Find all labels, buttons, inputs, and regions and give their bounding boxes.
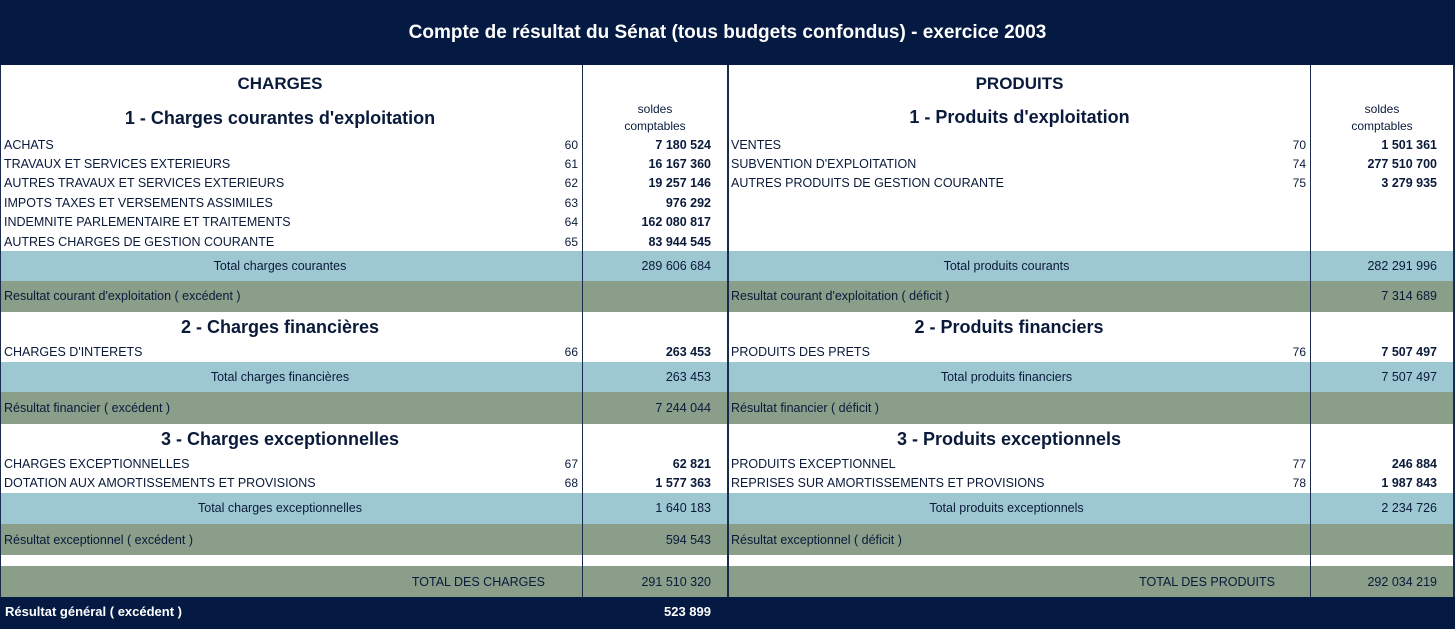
produits-row-code: 78	[1292, 476, 1306, 490]
charges-result-exceptionnel-value: 594 543	[665, 533, 711, 547]
produits-row-value: 7 507 497	[1381, 345, 1437, 359]
charges-section1-title: 1 - Charges courantes d'exploitation	[124, 108, 436, 128]
charges-section2-title: 2 - Charges financières	[180, 317, 380, 337]
produits-section2-title: 2 - Produits financiers	[914, 317, 1104, 337]
produits-row-value: 1 987 843	[1381, 476, 1437, 490]
charges-row-label: DOTATION AUX AMORTISSEMENTS ET PROVISIONS	[4, 476, 316, 490]
charges-row-code: 60	[564, 138, 578, 152]
charges-grand-total-label: TOTAL DES CHARGES	[411, 575, 545, 589]
charges-result-financier-label: Résultat financier ( excédent )	[4, 401, 171, 415]
charges-row-label: TRAVAUX ET SERVICES EXTERIEURS	[4, 157, 231, 171]
produits-result-exceptionnel-label: Résultat exceptionnel ( déficit )	[731, 533, 902, 547]
charges-header: CHARGES	[237, 74, 323, 93]
produits-total-financier-value: 7 507 497	[1381, 370, 1437, 384]
charges-row-label: AUTRES CHARGES DE GESTION COURANTE	[4, 235, 275, 249]
produits-result-financier-label: Résultat financier ( déficit )	[731, 401, 879, 415]
charges-total-financier-label: Total charges financières	[210, 370, 350, 384]
charges-row-code: 67	[564, 457, 578, 471]
charges-row-value: 976 292	[665, 196, 711, 210]
charges-row-code: 65	[564, 235, 578, 249]
produits-soldes-line2: comptables	[1351, 119, 1413, 133]
produits-row-code: 76	[1292, 345, 1306, 359]
charges-total-exceptionnel-label: Total charges exceptionnelles	[198, 501, 362, 515]
charges-row-code: 66	[564, 345, 578, 359]
charges-row-label: CHARGES EXCEPTIONNELLES	[4, 457, 190, 471]
charges-result-courant-label: Resultat courant d'exploitation ( excédent )	[4, 289, 241, 303]
charges-row-label: ACHATS	[4, 138, 54, 152]
produits-total-financier-label: Total produits financiers	[940, 370, 1073, 384]
charges-total-courant-label: Total charges courantes	[213, 259, 347, 273]
charges-total-exceptionnel-value: 1 640 183	[655, 501, 711, 515]
produits-row-label: REPRISES SUR AMORTISSEMENTS ET PROVISIONS	[731, 476, 1045, 490]
charges-soldes-line1: soldes	[637, 102, 673, 116]
charges-row-code: 61	[564, 157, 578, 171]
charges-row-value: 263 453	[665, 345, 711, 359]
charges-soldes-line2: comptables	[624, 119, 686, 133]
produits-grand-total-label: TOTAL DES PRODUITS	[1139, 575, 1275, 589]
general-result-value: 523 899	[664, 604, 711, 619]
produits-total-exceptionnel-value: 2 234 726	[1381, 501, 1437, 515]
produits-row-code: 75	[1292, 176, 1306, 190]
charges-result-exceptionnel-label: Résultat exceptionnel ( excédent )	[4, 533, 193, 547]
charges-row-value: 162 080 817	[641, 215, 711, 229]
produits-grand-total-value: 292 034 219	[1367, 575, 1437, 589]
produits-total-courant-label: Total produits courants	[943, 259, 1070, 273]
charges-result-financier-value: 7 244 044	[655, 401, 711, 415]
charges-total-financier-value: 263 453	[665, 370, 711, 384]
produits-row-label: VENTES	[731, 138, 782, 152]
page-title: Compte de résultat du Sénat (tous budgets confondus) - exercice 2003	[0, 0, 1455, 65]
charges-row-value: 83 944 545	[648, 235, 711, 249]
produits-total-exceptionnel-label: Total produits exceptionnels	[929, 501, 1084, 515]
general-result-bar	[0, 597, 1455, 629]
charges-row-value: 62 821	[672, 457, 711, 471]
produits-row-value: 3 279 935	[1381, 176, 1437, 190]
charges-grand-total-value: 291 510 320	[641, 575, 711, 589]
produits-total-courant-value: 282 291 996	[1367, 259, 1437, 273]
produits-header: PRODUITS	[975, 74, 1064, 93]
produits-result-courant-value: 7 314 689	[1381, 289, 1437, 303]
produits-row-label: PRODUITS EXCEPTIONNEL	[731, 457, 896, 471]
charges-row-code: 64	[564, 215, 578, 229]
produits-row-code: 77	[1292, 457, 1306, 471]
produits-row-code: 70	[1292, 138, 1306, 152]
produits-result-courant-label: Resultat courant d'exploitation ( déficit )	[731, 289, 950, 303]
produits-row-label: AUTRES PRODUITS DE GESTION COURANTE	[731, 176, 1004, 190]
produits-row-label: SUBVENTION D'EXPLOITATION	[731, 157, 917, 171]
produits-row-value: 1 501 361	[1381, 138, 1437, 152]
produits-row-value: 246 884	[1391, 457, 1437, 471]
produits-row-label: PRODUITS DES PRETS	[731, 345, 870, 359]
charges-total-courant-value: 289 606 684	[641, 259, 711, 273]
charges-row-code: 68	[564, 476, 578, 490]
charges-row-label: AUTRES TRAVAUX ET SERVICES EXTERIEURS	[4, 176, 285, 190]
charges-row-value: 1 577 363	[655, 476, 711, 490]
produits-section1-title: 1 - Produits d'exploitation	[909, 107, 1130, 127]
charges-row-value: 16 167 360	[648, 157, 711, 171]
produits-section3-title: 3 - Produits exceptionnels	[896, 429, 1122, 449]
produits-row-code: 74	[1292, 157, 1306, 171]
charges-row-label: CHARGES D'INTERETS	[4, 345, 143, 359]
charges-row-label: IMPOTS TAXES ET VERSEMENTS ASSIMILES	[4, 196, 273, 210]
produits-row-value: 277 510 700	[1367, 157, 1437, 171]
charges-row-value: 7 180 524	[655, 138, 711, 152]
charges-row-value: 19 257 146	[648, 176, 711, 190]
produits-soldes-line1: soldes	[1364, 102, 1400, 116]
general-result-label: Résultat général ( excédent )	[5, 604, 182, 619]
charges-section3-title: 3 - Charges exceptionnelles	[160, 429, 400, 449]
charges-row-code: 63	[564, 196, 578, 210]
charges-row-label: INDEMNITE PARLEMENTAIRE ET TRAITEMENTS	[4, 215, 291, 229]
charges-row-code: 62	[564, 176, 578, 190]
